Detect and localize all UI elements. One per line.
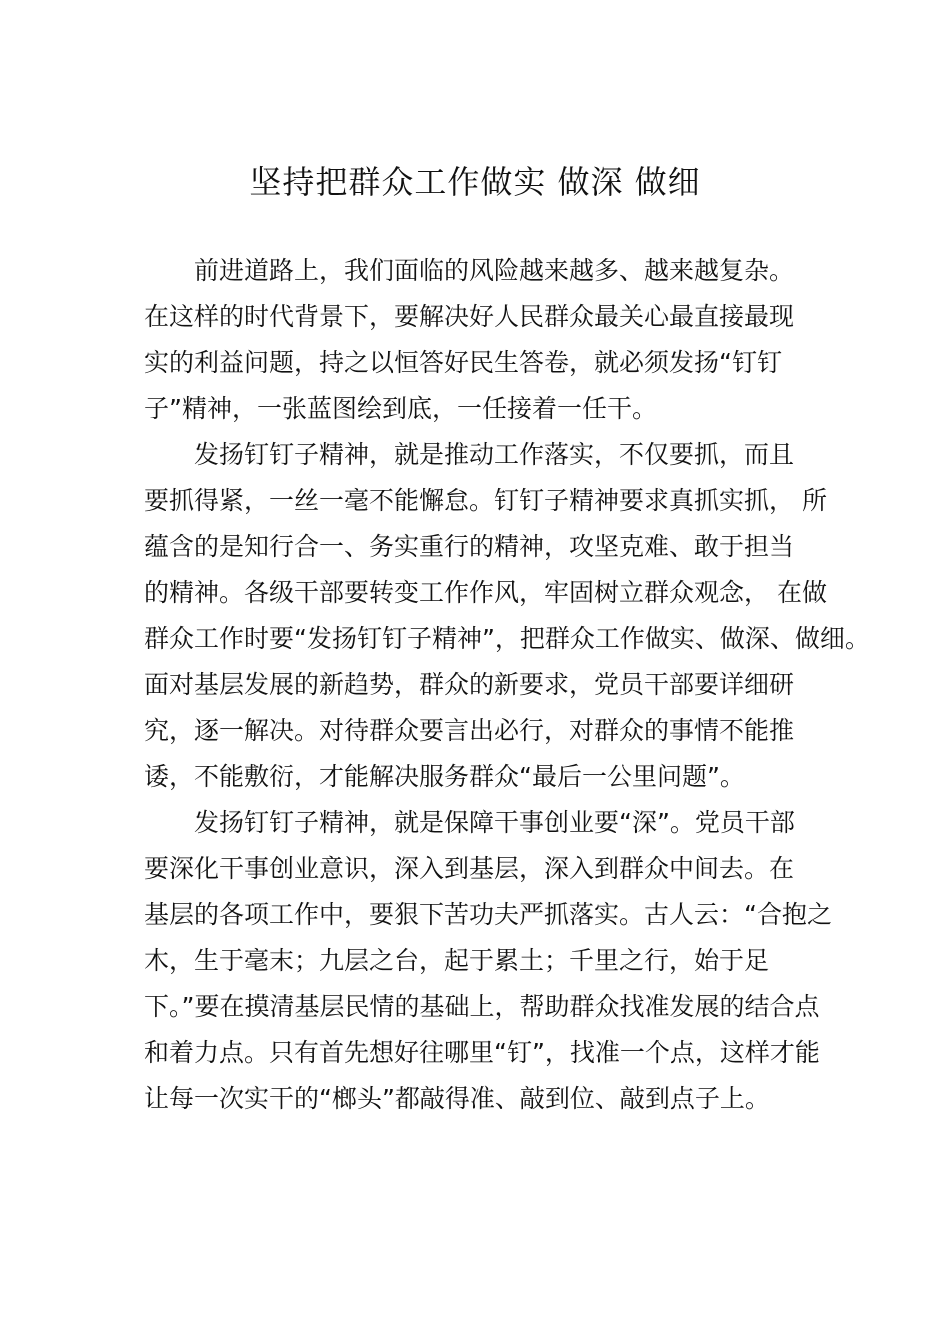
paragraph-3-line-6: 和着力点。只有首先想好往哪里“钉”，找准一个点，这样才能 <box>144 1038 820 1067</box>
paragraph-2-line-5: 群众工作时要“发扬钉钉子精神”，把群众工作做实、做深、做细。 <box>144 624 870 653</box>
paragraph-1-line-3: 实的利益问题，持之以恒答好民生答卷，就必须发扬“钉钉 <box>144 348 782 377</box>
paragraph-3-line-4: 木，生于毫末；九层之台，起于累土；千里之行，始于足 <box>144 946 770 975</box>
document-title: 坚持把群众工作做实 做深 做细 <box>249 163 701 201</box>
paragraph-2-line-1: 发扬钉钉子精神，就是推动工作落实，不仅要抓，而且 <box>194 440 795 469</box>
paragraph-1-line-4: 子”精神，一张蓝图绘到底，一任接着一任干。 <box>144 394 657 423</box>
paragraph-1-line-1: 前进道路上，我们面临的风险越来越多、越来越复杂。 <box>194 256 795 285</box>
paragraph-3-line-1: 发扬钉钉子精神，就是保障干事创业要“深”。党员干部 <box>194 808 795 837</box>
paragraph-2-line-2: 要抓得紧，一丝一毫不能懈怠。钉钉子精神要求真抓实抓， 所 <box>144 486 827 515</box>
paragraph-2-line-6: 面对基层发展的新趋势，群众的新要求，党员干部要详细研 <box>144 670 795 699</box>
paragraph-2-line-4: 的精神。各级干部要转变工作作风，牢固树立群众观念， 在做 <box>144 578 827 607</box>
paragraph-3-line-2: 要深化干事创业意识，深入到基层，深入到群众中间去。在 <box>144 854 795 883</box>
paragraph-3-line-7: 让每一次实干的“榔头”都敲得准、敲到位、敲到点子上。 <box>144 1084 770 1113</box>
paragraph-2-line-3: 蕴含的是知行合一、务实重行的精神，攻坚克难、敢于担当 <box>144 532 795 561</box>
paragraph-3-line-3: 基层的各项工作中，要狠下苦功夫严抓落实。古人云：“合抱之 <box>144 900 832 929</box>
paragraph-1-line-2: 在这样的时代背景下，要解决好人民群众最关心最直接最现 <box>144 302 795 331</box>
paragraph-3-line-5: 下。”要在摸清基层民情的基础上，帮助群众找准发展的结合点 <box>144 992 820 1021</box>
paragraph-2-line-7: 究，逐一解决。对待群众要言出必行，对群众的事情不能推 <box>144 716 795 745</box>
paragraph-2-line-8: 诿，不能敷衍，才能解决服务群众“最后一公里问题”。 <box>144 762 745 791</box>
